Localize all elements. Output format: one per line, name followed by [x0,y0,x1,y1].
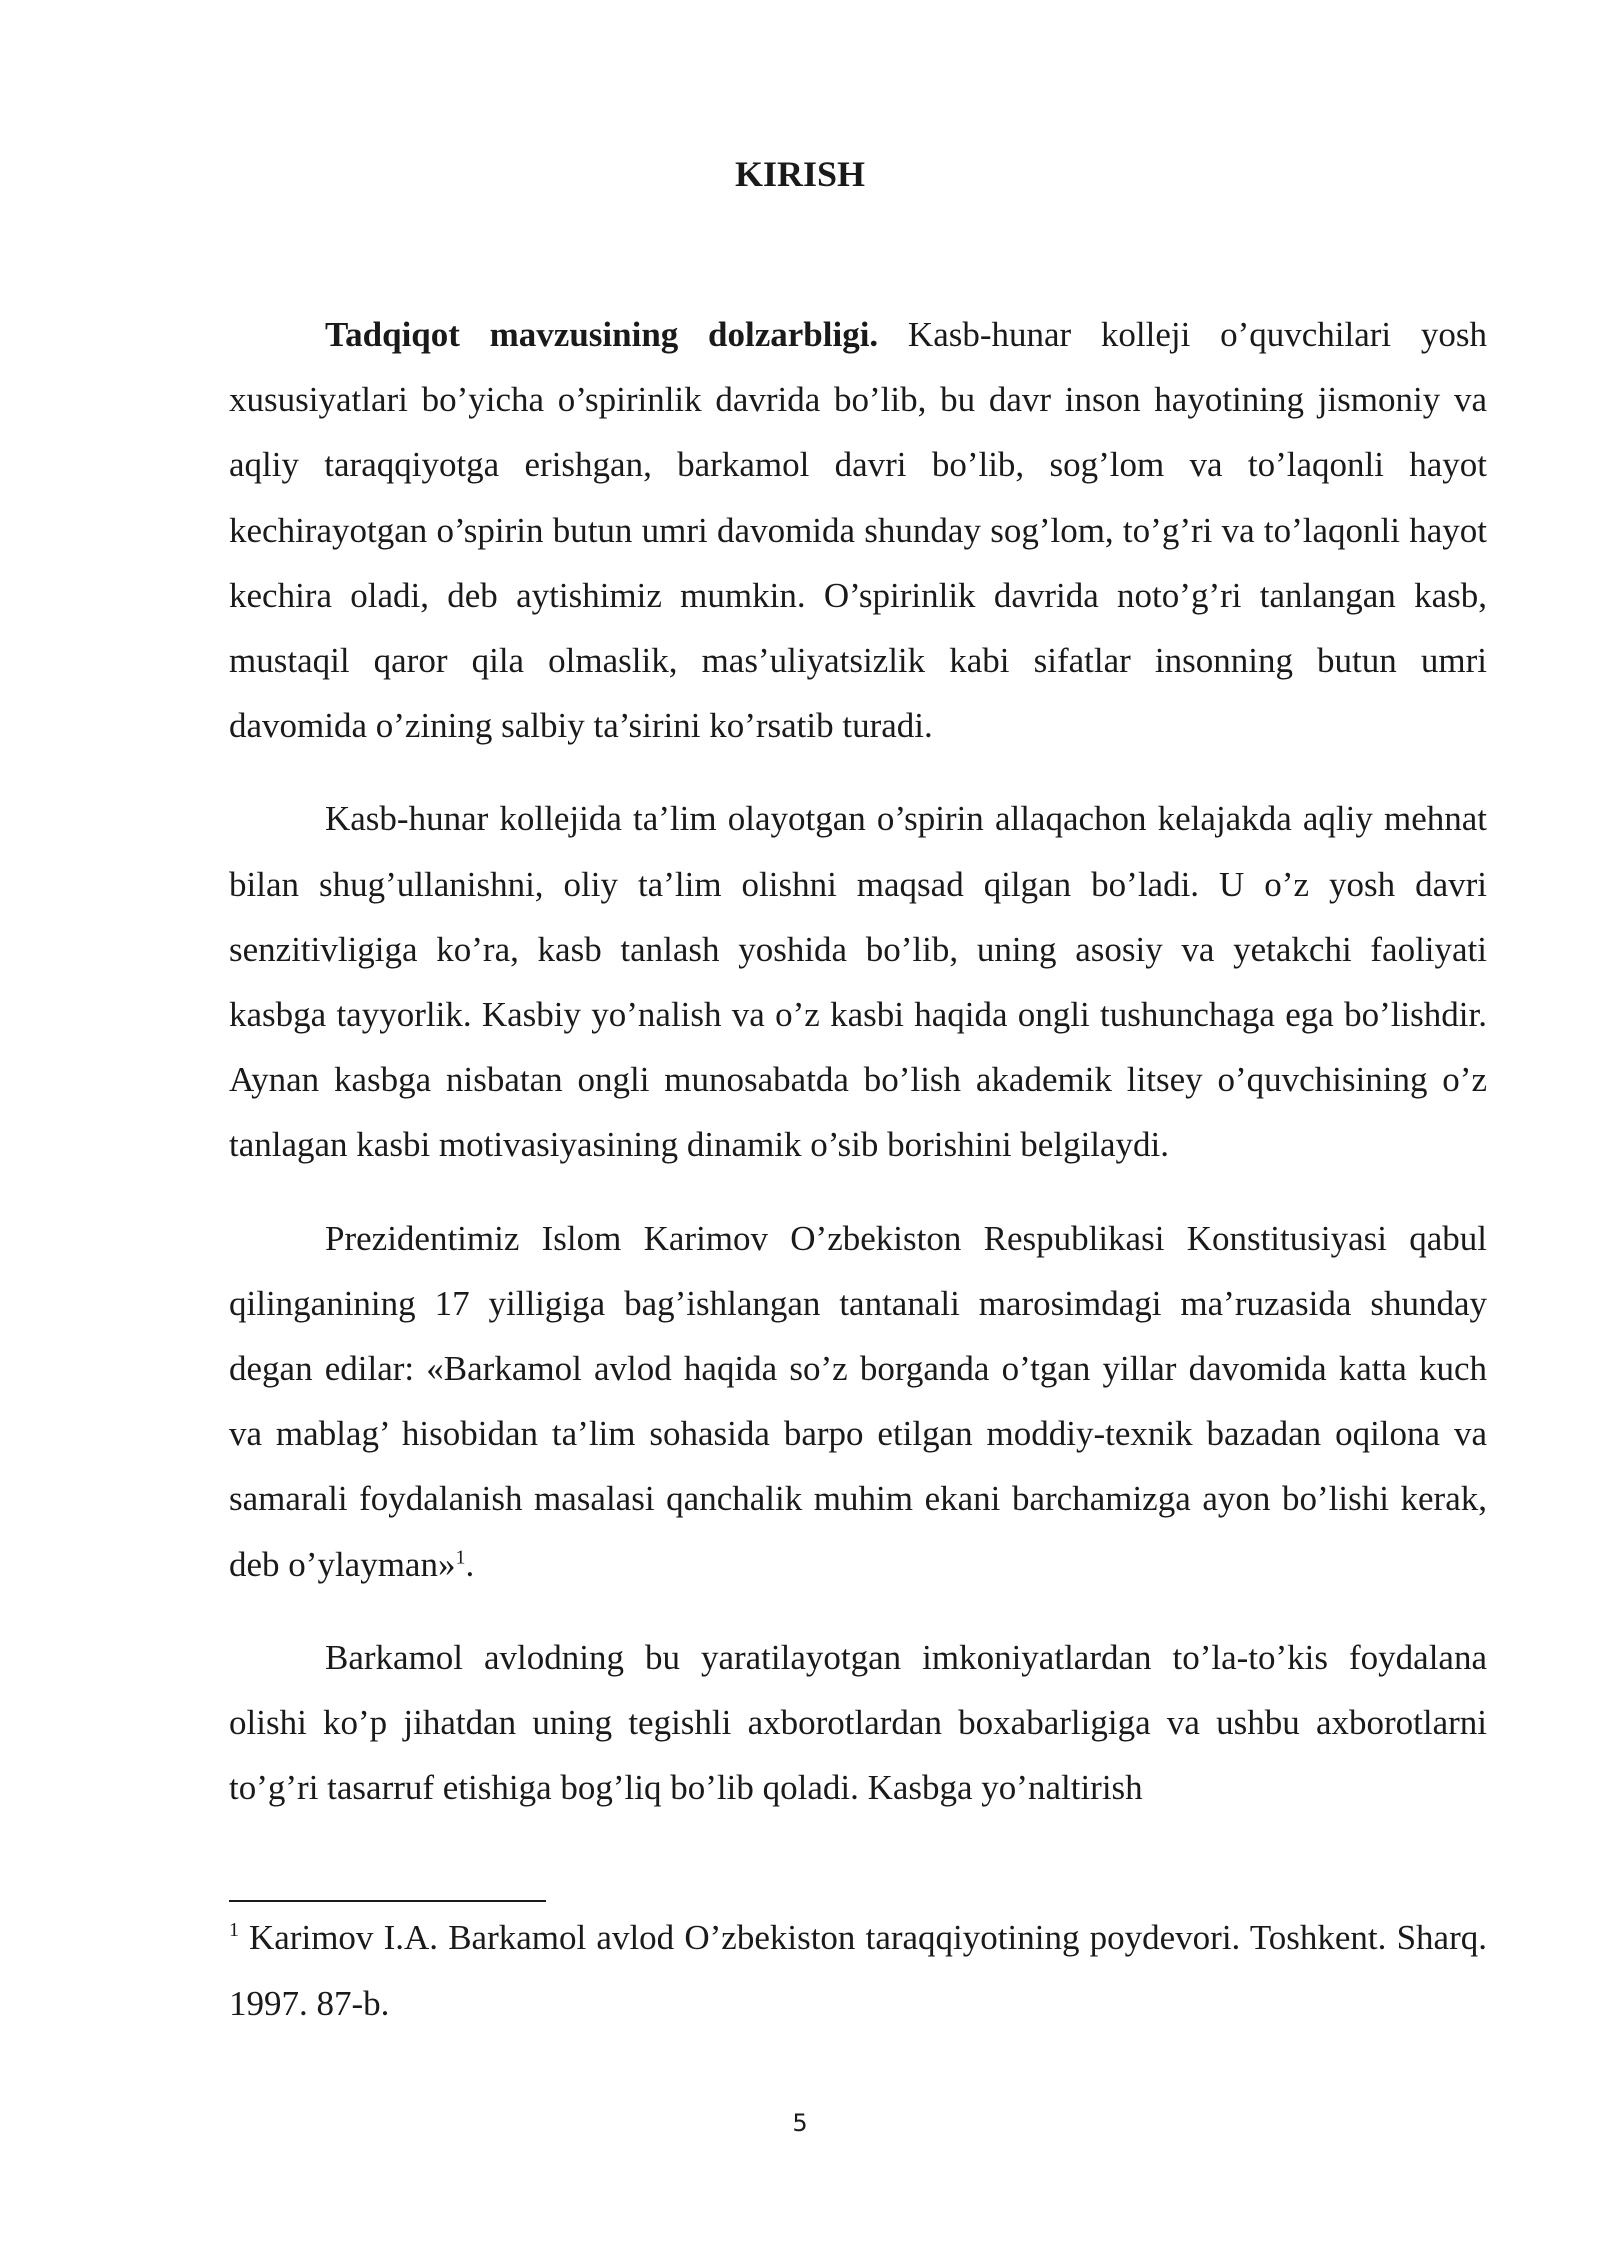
paragraph-text: Prezidentimiz Islom Karimov O’zbekiston Respublikasi Konstitusiyasi qabul qilinganining 17 yilligiga bag’ishlangan tantanali marosimdagi ma’ruzasida shunday degan edilar: «Barkamol avlod haqida so’z borganda o’tgan yillar davomida katta kuch va mablag’ hisobidan ta’lim sohasida barpo etilgan moddiy-texnik bazadan oqilona va samarali foydalanish masalasi qanchalik muhim ekani barchamizga ayon bo’lishi kerak, deb o’ylayman» [229,1218,1487,1584]
paragraph-relevance [229,302,1487,758]
paragraph-harmonious-generation [229,1625,1487,1821]
main-text [229,302,1487,1848]
paragraph-tail: . [465,1544,475,1584]
paragraph-president-quote [229,1206,1487,1597]
footnote-reference[interactable]: 1 [455,1546,466,1568]
paragraph-text: Kasb-hunar kollejida ta’lim olayotgan o’spirin allaqachon kelajakda aqliy mehnat bilan shug’ullanishni, oliy ta’lim olishni maqsad qilgan bo’ladi. U o’z yosh davri senzitivligiga ko’ra, kasb tanlash yoshida bo’lib, uning asosiy va yetakchi faoliyati kasbga tayyorlik. Kasbiy yo’nalish va o’z kasbi haqida ongli tushunchaga ega bo’lishdir. Aynan kasbga nisbatan ongli munosabatda bo’lish akademik litsey o’quvchisining o’z tanlagan kasbi motivasiyasining dinamik o’sib borishini belgilaydi. [229,799,1487,1165]
footnote [229,1905,1487,2037]
page-number: 5 [792,2109,808,2137]
footnote-text: Karimov I.A. Barkamol avlod O’zbekiston taraqqiyotining poydevori. Toshkent. Sharq. 1997. 87-b. [229,1918,1487,2023]
footnote-mark: 1 [229,1919,239,1942]
page-title: KIRISH [734,154,866,194]
paragraph-text: Barkamol avlodning bu yaratilayotgan imkoniyatlardan to’la-to’kis foydalana olishi ko’p jihatdan uning tegishli axborotlardan boxabarligiga va ushbu axborotlarni to’g’ri tasarruf etishiga bog’liq bo’lib qoladi. Kasbga yo’naltirish [229,1637,1487,1808]
footnote-separator [229,1900,546,1902]
paragraph-text: Kasb-hunar kolleji o’quvchilari yosh xususiyatlari bo’yicha o’spirinlik davrida bo’lib, bu davr inson hayotining jismoniy va aqliy taraqqiyotga erishgan, barkamol davri bo’lib, sog’lom va to’laqonli hayot kechirayotgan o’spirin butun umri davomida shunday sog’lom, to’g’ri va to’laqonli hayot kechira oladi, deb aytishimiz mumkin. O’spirinlik davrida noto’g’ri tanlangan kasb, mustaqil qaror qila olmaslik, mas’uliyatsizlik kabi sifatlar insonning butun umri davomida o’zining salbiy ta’sirini ko’rsatib turadi. [229,315,1487,746]
section-lead-heading: Tadqiqot mavzusining dolzarbligi. [325,315,879,354]
paragraph-college [229,786,1487,1177]
